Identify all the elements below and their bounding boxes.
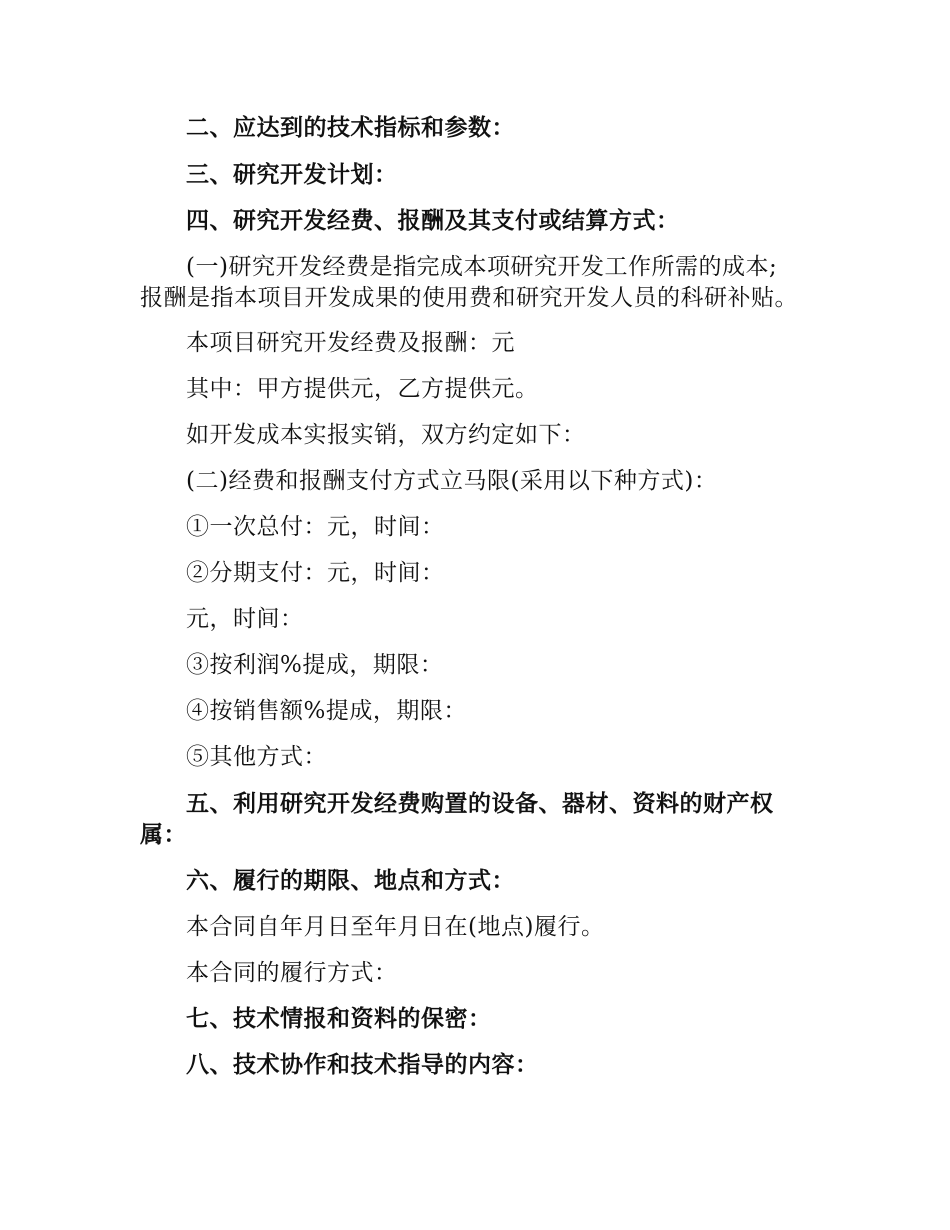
paragraph-line: 本合同自年月日至年月日在(地点)履行。 — [186, 914, 605, 940]
paragraph-line: 报酬是指本项目开发成果的使用费和研究开发人员的科研补贴。 — [140, 285, 798, 311]
list-item: ①一次总付：元，时间： — [186, 514, 445, 540]
section-heading-5-cont: 属： — [140, 822, 187, 848]
list-item: ④按销售额%提成，期限： — [186, 698, 467, 724]
section-heading-6: 六、履行的期限、地点和方式： — [186, 868, 515, 894]
paragraph-line: (一)研究开发经费是指完成本项研究开发工作所需的成本; — [186, 254, 778, 280]
paragraph-line: 本项目研究开发经费及报酬：元 — [186, 330, 515, 356]
list-item: ②分期支付：元，时间： — [186, 560, 445, 586]
section-heading-4: 四、研究开发经费、报酬及其支付或结算方式： — [186, 208, 680, 234]
list-item: 元，时间： — [186, 606, 304, 632]
paragraph-line: (二)经费和报酬支付方式立马限(采用以下种方式)： — [186, 468, 718, 494]
section-heading-2: 二、应达到的技术指标和参数： — [186, 115, 515, 141]
paragraph-line: 其中：甲方提供元，乙方提供元。 — [186, 376, 539, 402]
section-heading-3: 三、研究开发计划： — [186, 162, 398, 188]
paragraph-line: 本合同的履行方式： — [186, 960, 398, 986]
paragraph-line: 如开发成本实报实销，双方约定如下： — [186, 422, 586, 448]
list-item: ③按利润%提成，期限： — [186, 652, 444, 678]
section-heading-7: 七、技术情报和资料的保密： — [186, 1006, 492, 1032]
list-item: ⑤其他方式： — [186, 744, 327, 770]
section-heading-8: 八、技术协作和技术指导的内容： — [186, 1052, 539, 1078]
section-heading-5: 五、利用研究开发经费购置的设备、器材、资料的财产权 — [186, 791, 774, 817]
